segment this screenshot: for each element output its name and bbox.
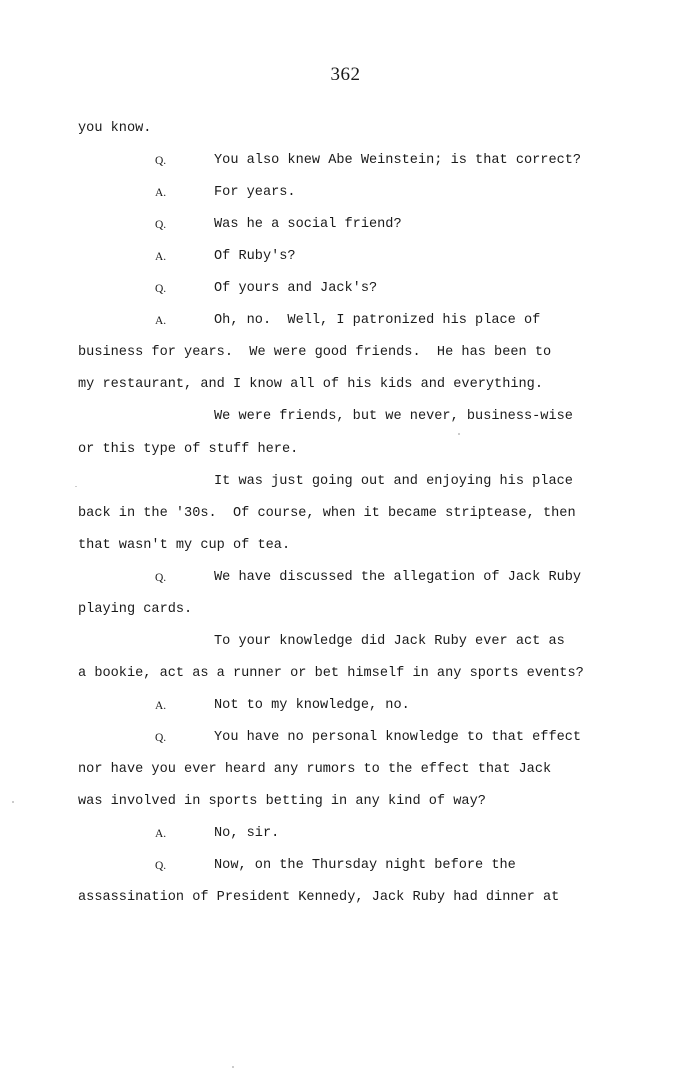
scan-speck — [75, 486, 77, 487]
transcript-line: playing cards. — [78, 602, 193, 617]
transcript-line: assassination of President Kennedy, Jack Ruby had dinner at — [78, 890, 560, 905]
scan-speck — [458, 433, 460, 435]
transcript-line: or this type of stuff here. — [78, 442, 299, 457]
speaker-marker: Q. — [155, 860, 167, 872]
transcript-line: It was just going out and enjoying his place — [214, 474, 573, 489]
speaker-marker: Q. — [155, 155, 167, 167]
scan-speck — [232, 1066, 234, 1068]
speaker-marker: A. — [155, 315, 167, 327]
transcript-line: Now, on the Thursday night before the — [214, 858, 516, 873]
transcript-line: Of yours and Jack's? — [214, 281, 378, 296]
transcript-line: No, sir. — [214, 826, 280, 841]
transcript-line: Was he a social friend? — [214, 217, 402, 232]
transcript-line: business for years. We were good friends. He has been to — [78, 345, 552, 360]
transcript-line: Not to my knowledge, no. — [214, 698, 410, 713]
transcript-line: nor have you ever heard any rumors to the effect that Jack — [78, 762, 552, 777]
speaker-marker: Q. — [155, 572, 167, 584]
transcript-line: For years. — [214, 185, 296, 200]
speaker-marker: A. — [155, 251, 167, 263]
transcript-line: that wasn't my cup of tea. — [78, 538, 291, 553]
speaker-marker: Q. — [155, 732, 167, 744]
transcript-line: Oh, no. Well, I patronized his place of — [214, 313, 541, 328]
transcript-line: We were friends, but we never, business-wise — [214, 409, 573, 424]
transcript-line: a bookie, act as a runner or bet himself in any sports events? — [78, 666, 584, 681]
transcript-line: To your knowledge did Jack Ruby ever act as — [214, 634, 565, 649]
scan-speck — [12, 801, 14, 803]
transcript-line: you know. — [78, 121, 152, 136]
speaker-marker: A. — [155, 700, 167, 712]
page-number: 362 — [330, 64, 361, 85]
transcript-line: was involved in sports betting in any kind of way? — [78, 794, 486, 809]
transcript-line: back in the '30s. Of course, when it became striptease, then — [78, 506, 576, 521]
speaker-marker: Q. — [155, 219, 167, 231]
transcript-line: Of Ruby's? — [214, 249, 296, 264]
speaker-marker: A. — [155, 828, 167, 840]
transcript-line: my restaurant, and I know all of his kids and everything. — [78, 377, 543, 392]
speaker-marker: A. — [155, 187, 167, 199]
speaker-marker: Q. — [155, 283, 167, 295]
transcript-line: You have no personal knowledge to that effect — [214, 730, 582, 745]
transcript-line: You also knew Abe Weinstein; is that correct? — [214, 153, 582, 168]
transcript-line: We have discussed the allegation of Jack Ruby — [214, 570, 582, 585]
